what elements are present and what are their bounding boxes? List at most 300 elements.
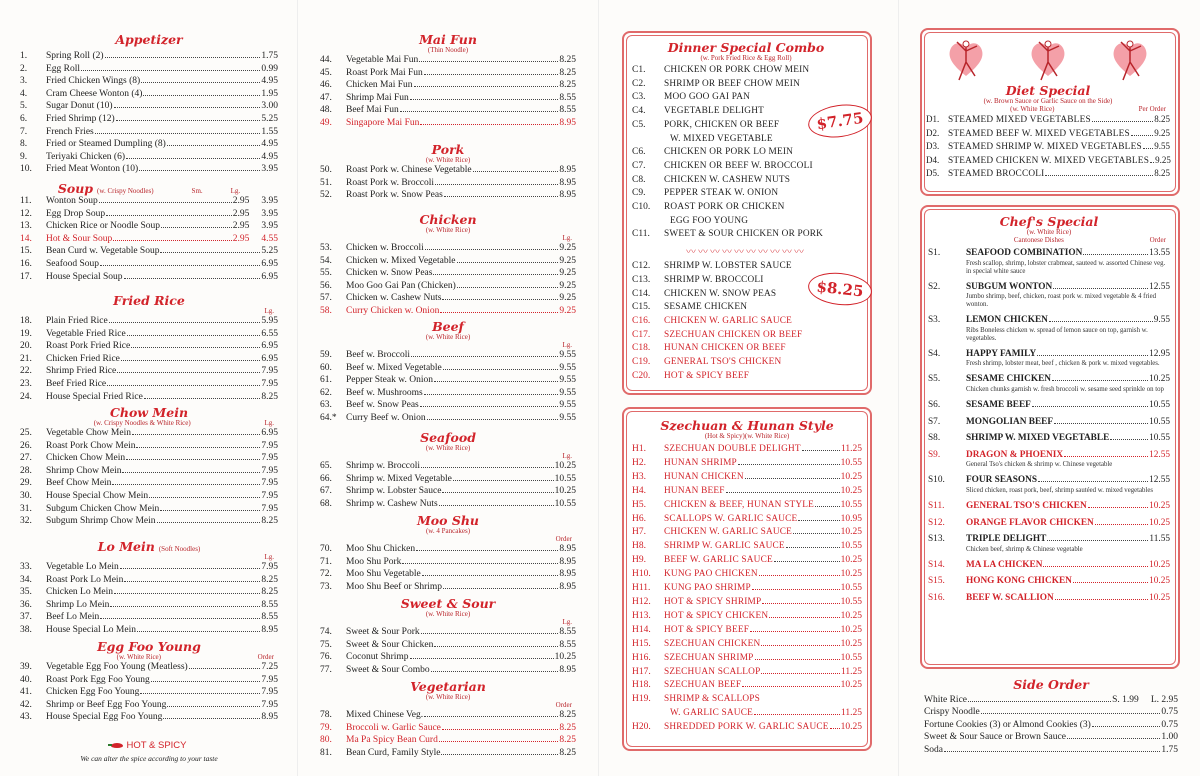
item-price: 8.95	[559, 165, 576, 175]
menu-item	[928, 432, 1170, 445]
price-small: 2.95	[232, 196, 250, 206]
item-price: 8.55	[559, 627, 576, 637]
item-description: Jumbo shrimp, beef, chicken, roast pork w. mixed vegetable & 4 fried wonton.	[966, 293, 1157, 309]
item-price: 8.95	[559, 544, 576, 554]
dot-leader	[427, 419, 559, 420]
item-price: 7.95	[261, 562, 278, 572]
item-number: C12.	[632, 261, 651, 272]
item-name: Roast Pork Mai Fun	[346, 67, 423, 78]
item-price: 7.95	[261, 465, 278, 476]
dot-leader	[100, 265, 260, 266]
item-name: Chicken Mai Fun	[346, 80, 413, 91]
item-price: 6.95	[261, 428, 278, 438]
dot-leader	[798, 520, 839, 521]
section-subtitle: (w. Pork Fried Rice & Egg Roll)	[700, 54, 792, 62]
item-name: MONGOLIAN BEEF	[966, 416, 1054, 427]
dot-leader	[107, 385, 260, 386]
dot-leader	[1032, 406, 1148, 407]
item-name: Beef Lo Mein	[46, 612, 100, 623]
menu-item	[320, 747, 576, 760]
menu-item	[320, 722, 576, 735]
item-name: SHRIMP W. MIXED VEGETABLE	[966, 433, 1110, 444]
size-header: Per Order	[1138, 105, 1166, 113]
item-number: 2.	[20, 63, 28, 74]
menu-item	[632, 64, 860, 78]
item-number: 27.	[20, 453, 32, 464]
menu-item	[320, 54, 576, 67]
menu-item	[928, 592, 1170, 605]
item-number: C15.	[632, 302, 651, 313]
item-price: 10.25	[1149, 576, 1170, 587]
dot-leader	[81, 70, 260, 71]
item-number: C5.	[632, 119, 646, 130]
dot-leader	[139, 170, 260, 171]
price-large: 3.95	[261, 221, 278, 232]
item-number: S15.	[928, 576, 945, 587]
dot-leader	[1052, 380, 1148, 381]
dot-leader	[802, 450, 840, 451]
item-price: 9.55	[559, 412, 576, 423]
item-price: 8.95	[559, 556, 576, 567]
item-name: Moo Shu Chicken	[346, 544, 416, 554]
menu-item	[20, 490, 278, 503]
size-header: Lg.	[562, 452, 572, 460]
dinner-special-box	[622, 31, 872, 395]
menu-item	[20, 208, 278, 221]
item-number: D3.	[926, 141, 940, 152]
item-name: Vegetable Chow Mein	[46, 428, 131, 438]
menu-item	[320, 473, 576, 486]
dot-leader	[1054, 423, 1148, 424]
menu-item	[926, 140, 1170, 154]
dot-leader	[144, 398, 261, 399]
size-header: Order	[555, 535, 572, 543]
item-price: 8.55	[261, 612, 278, 623]
menu-item	[20, 353, 278, 366]
item-name: House Special Soup	[46, 271, 123, 282]
item-price: 10.55	[840, 541, 862, 552]
dot-leader	[157, 522, 261, 523]
item-name: Shrimp Lo Mein	[46, 599, 110, 610]
item-number: S7.	[928, 416, 941, 427]
item-list	[632, 443, 862, 735]
dot-leader	[124, 581, 260, 582]
dot-leader	[414, 86, 559, 87]
menu-item	[20, 100, 278, 113]
menu-item	[320, 92, 576, 105]
item-list	[320, 164, 576, 202]
menu-item	[926, 167, 1170, 181]
item-price: 10.55	[554, 498, 576, 509]
item-name: Vegetable Lo Mein	[46, 562, 119, 572]
item-description: Fresh shrimp, lobster meat, beef , chicken & pork w. mixed vegetables.	[966, 360, 1160, 368]
menu-item	[320, 305, 576, 318]
menu-item	[632, 499, 862, 513]
dot-leader	[400, 111, 559, 112]
item-name: Chicken Rice or Noodle Soup	[46, 221, 160, 232]
size-header: Order	[555, 701, 572, 709]
dot-leader	[117, 372, 260, 373]
item-number: C7.	[632, 160, 646, 171]
section-title: Fried Rice	[113, 293, 185, 308]
item-price: 10.25	[840, 722, 862, 733]
item-price: 5.25	[261, 246, 278, 257]
item-list	[320, 54, 576, 130]
menu-item	[924, 731, 1178, 743]
item-number: D1.	[926, 114, 940, 124]
menu-item	[20, 699, 278, 712]
item-name: Crispy Noodle	[924, 707, 980, 718]
dancer-heart-icon	[945, 36, 987, 84]
item-number: H8.	[632, 541, 646, 552]
dot-leader	[1092, 121, 1153, 122]
item-number: C4.	[632, 106, 646, 117]
dot-leader	[435, 184, 558, 185]
item-number: 44.	[320, 55, 332, 65]
item-name: HOT & SPICY BEEF	[664, 370, 750, 381]
dot-leader	[100, 618, 260, 619]
section-side-order	[924, 678, 1178, 756]
item-price: 3.00	[261, 101, 278, 112]
item-name: STEAMED BEEF W. MIXED VEGETABLES	[948, 128, 1130, 139]
chef-item	[928, 517, 1170, 530]
item-price: 10.25	[840, 638, 862, 649]
item-price: 1.95	[261, 88, 278, 99]
item-number: S5.	[928, 374, 941, 385]
item-description: Chicken chunks garnish w. fresh broccoli w. sesame seed sprinkle on top	[966, 385, 1164, 393]
item-name: SESAME CHICKEN	[664, 302, 748, 313]
menu-item	[632, 568, 862, 582]
menu-item	[320, 117, 576, 130]
item-number: H11.	[632, 583, 651, 594]
dot-leader	[441, 754, 558, 755]
item-number: C17.	[632, 329, 651, 340]
item-price: 8.25	[559, 80, 576, 91]
menu-item	[632, 554, 862, 568]
dot-leader	[131, 347, 260, 348]
menu-item	[924, 719, 1178, 731]
item-name: FOUR SEASONS	[966, 475, 1038, 486]
item-price: 11.25	[840, 708, 862, 719]
menu-item	[20, 126, 278, 139]
size-header-small: Sm.	[191, 187, 203, 195]
section-pork	[320, 143, 576, 202]
size-header: Order	[257, 653, 274, 661]
item-number: C20.	[632, 370, 651, 381]
item-price: 9.55	[559, 350, 576, 360]
item-name: CHICKEN OR PORK LO MEIN	[664, 147, 794, 158]
menu-item	[632, 652, 862, 666]
item-number: S8.	[928, 433, 941, 444]
price-small: 2.95	[232, 221, 250, 232]
item-name: Bean Curd, Family Style	[346, 747, 441, 758]
item-number: 14.	[20, 233, 32, 244]
item-name: TRIPLE DELIGHT	[966, 534, 1047, 545]
item-number: 22.	[20, 366, 32, 377]
item-price: 10.55	[840, 457, 862, 468]
item-price: 8.25	[261, 587, 278, 598]
item-number: 42.	[20, 699, 32, 710]
item-number: 29.	[20, 478, 32, 489]
item-number: H17.	[632, 666, 651, 677]
price-badge-825: $8.25	[807, 270, 874, 309]
dot-leader	[473, 171, 559, 172]
dot-leader	[106, 215, 232, 216]
item-number: 11.	[20, 196, 32, 206]
item-name: Moo Goo Gai Pan (Chicken)	[346, 280, 456, 291]
section-title: Sweet & Sour	[400, 596, 496, 611]
item-price: 7.95	[261, 687, 278, 698]
item-price: 11.55	[1149, 534, 1170, 545]
dot-leader	[149, 497, 260, 498]
item-number: 71.	[320, 556, 332, 567]
menu-item	[632, 638, 862, 652]
item-price: 8.25	[559, 747, 576, 758]
item-name: Sugar Donut (10)	[46, 101, 113, 112]
item-number: 19.	[20, 328, 32, 339]
item-list	[20, 661, 278, 724]
menu-item	[632, 707, 862, 721]
item-name: HUNAN SHRIMP	[664, 457, 737, 468]
item-name: HOT & SPICY CHICKEN	[664, 610, 769, 621]
item-price: 7.95	[261, 490, 278, 501]
item-price: 7.25	[261, 662, 278, 672]
item-list	[20, 315, 278, 403]
item-number: H19.	[632, 694, 651, 705]
item-name: ORANGE FLAVOR CHICKEN	[966, 517, 1094, 528]
item-name: SZECHUAN CHICKEN	[664, 638, 761, 649]
item-price: 10.55	[840, 596, 862, 607]
section-subtitle: (Thin Noodle)	[427, 46, 469, 54]
chef-item	[928, 449, 1170, 470]
item-number: 13.	[20, 221, 32, 232]
menu-item	[20, 624, 278, 637]
dot-leader	[755, 659, 840, 660]
item-number: C14.	[632, 288, 651, 299]
item-number: 43.	[20, 712, 32, 723]
section-title: Lo Mein	[97, 539, 155, 554]
item-name: SUBGUM WONTON	[966, 281, 1053, 292]
menu-item	[632, 187, 860, 201]
menu-item	[632, 679, 862, 693]
section-vegetarian	[320, 680, 576, 759]
item-name: DRAGON & PHOENIX	[966, 449, 1064, 460]
item-price: 9.25	[559, 305, 576, 316]
dot-leader	[114, 107, 261, 108]
dot-leader	[1064, 456, 1148, 457]
item-number: 57.	[320, 293, 332, 304]
item-description: Fresh scallop, shrimp, lobster crabmeat, sauteed w. assorted Chinese veg. in special white sauce	[966, 259, 1166, 275]
item-name: HUNAN BEEF	[664, 485, 725, 496]
item-name: House Special Chow Mein	[46, 490, 149, 501]
item-number: S3.	[928, 315, 941, 326]
item-price: 10.55	[840, 652, 862, 663]
item-price: 6.95	[261, 271, 278, 282]
menu-item	[924, 744, 1178, 756]
item-name: House Special Fried Rice	[46, 391, 143, 402]
item-name: HUNAN CHICKEN OR BEEF	[664, 343, 786, 354]
menu-item	[320, 460, 576, 473]
item-number: 53.	[320, 243, 332, 253]
item-name: Fried Shrimp (12)	[46, 113, 115, 124]
dot-leader	[124, 278, 261, 279]
item-name: HUNAN CHICKEN	[664, 471, 744, 482]
dot-leader	[416, 550, 558, 551]
dot-leader	[726, 492, 840, 493]
menu-item	[20, 378, 278, 391]
dot-leader	[126, 459, 260, 460]
dot-leader	[457, 262, 559, 263]
dot-leader	[136, 447, 260, 448]
section-egg-foo-young	[20, 640, 278, 724]
section-subtitle: (Soft Noodles)	[158, 545, 201, 553]
chef-item	[928, 348, 1170, 369]
dot-leader	[752, 589, 840, 590]
section-subtitle: (w. White Rice)	[425, 333, 471, 341]
item-name: SZECHUAN SCALLOP	[664, 666, 761, 677]
menu-item	[20, 611, 278, 624]
dot-leader	[105, 57, 261, 58]
item-name: Vegetable Fried Rice	[46, 328, 126, 339]
item-price: 8.55	[559, 639, 576, 650]
section-subtitle: (Hot & Spicy)(w. White Rice)	[704, 432, 790, 440]
item-price: 10.25	[840, 527, 862, 538]
item-number: 38.	[20, 624, 32, 635]
item-description: General Tso's chicken & shrimp w. Chinese vegetable	[966, 461, 1113, 469]
item-price: 10.25	[554, 486, 576, 497]
dot-leader	[161, 227, 232, 228]
section-title: Chef's Special	[999, 214, 1099, 229]
dot-leader	[1083, 254, 1148, 255]
item-name: STEAMED SHRIMP W. MIXED VEGETABLES	[948, 142, 1142, 153]
chef-item	[928, 247, 1170, 276]
menu-item	[924, 694, 1178, 706]
item-number: 76.	[320, 652, 332, 663]
item-number: H16.	[632, 652, 651, 663]
section-subtitle: (w. Brown Sauce or Garlic Sauce on the Side)	[983, 97, 1113, 105]
item-name: SCALLOPS W. GARLIC SAUCE	[664, 513, 798, 524]
item-price: 9.25	[1155, 154, 1171, 165]
dot-leader	[127, 335, 261, 336]
item-number: 77.	[320, 664, 332, 675]
dot-leader	[163, 718, 260, 719]
dot-leader	[434, 381, 558, 382]
item-name: Singapore Mai Fun	[346, 117, 420, 128]
item-price: 7.95	[261, 699, 278, 710]
dot-leader	[1131, 135, 1153, 136]
menu-item	[20, 711, 278, 724]
spice-tagline: We can alter the spice according to your taste	[80, 754, 218, 763]
chef-item	[928, 575, 1170, 588]
item-name: Beef w. Mushrooms	[346, 387, 423, 398]
item-number: 24.	[20, 391, 32, 402]
menu-item	[632, 160, 860, 174]
item-name: Coconut Shrimp	[346, 652, 409, 663]
section-soup	[20, 182, 278, 283]
item-name: Roast Pork w. Chinese Vegetable	[346, 165, 472, 175]
item-price: 9.25	[559, 293, 576, 304]
fold-line-2	[598, 0, 599, 776]
section-title: Diet Special	[1005, 83, 1091, 98]
item-number: 8.	[20, 139, 28, 150]
item-name: Subgum Chicken Chow Mein	[46, 503, 160, 514]
item-name: Moo Shu Pork	[346, 556, 402, 567]
menu-item	[320, 164, 576, 177]
item-number: 55.	[320, 268, 332, 279]
item-price: 7.95	[261, 453, 278, 464]
item-number: 20.	[20, 341, 32, 352]
dot-leader	[425, 249, 559, 250]
item-name: Spring Roll (2)	[46, 51, 104, 61]
item-number: 15.	[20, 246, 32, 257]
menu-item	[632, 215, 860, 229]
dot-leader	[1038, 481, 1148, 482]
hot-spicy-legend	[20, 740, 278, 763]
dot-leader	[442, 729, 559, 730]
dot-leader	[1088, 507, 1148, 508]
item-number: 1.	[20, 51, 28, 61]
menu-item	[20, 113, 278, 126]
item-number: 40.	[20, 674, 32, 685]
item-list	[20, 561, 278, 637]
item-price: 10.25	[840, 624, 862, 635]
item-price: 10.25	[1149, 592, 1170, 603]
item-price: 10.25	[840, 680, 862, 691]
item-name: Bean Curd w. Vegetable Soup	[46, 246, 160, 257]
dot-leader	[786, 547, 840, 548]
dot-leader	[944, 751, 1160, 752]
section-seafood	[320, 431, 576, 510]
item-name: SZECHUAN BEEF	[664, 680, 742, 691]
item-name: STEAMED MIXED VEGETABLES	[948, 115, 1091, 125]
item-price: 10.55	[1149, 433, 1170, 444]
section-subtitle: (w. Crispy Noodles & White Rice)	[93, 419, 191, 427]
item-name: PORK, CHICKEN OR BEEF	[664, 119, 780, 130]
item-number: 56.	[320, 280, 332, 291]
dot-leader	[1110, 439, 1148, 440]
item-number: H4.	[632, 485, 646, 496]
item-number: S4.	[928, 348, 941, 359]
item-number: 7.	[20, 126, 28, 137]
diet-special-box	[920, 28, 1180, 196]
menu-item	[20, 163, 278, 176]
item-name: House Special Egg Foo Young	[46, 712, 163, 723]
item-list	[928, 247, 1170, 605]
item-number: H12.	[632, 596, 651, 607]
dot-leader	[132, 434, 260, 435]
item-price: 9.25	[559, 255, 576, 266]
item-number: D4.	[926, 154, 940, 165]
section-subtitle: (w. White Rice)	[1026, 228, 1072, 236]
section-subtitle: (w. White Rice)	[425, 610, 471, 618]
item-number: 45.	[320, 67, 332, 78]
item-name: Chicken Fried Rice	[46, 353, 120, 364]
item-price: 10.95	[840, 513, 862, 524]
item-name: HOT & SPICY BEEF	[664, 624, 750, 635]
item-name: Sweet & Sour Chicken	[346, 639, 434, 650]
item-price: 0.75	[1161, 719, 1178, 730]
menu-item	[632, 91, 860, 105]
item-price: 4.95	[261, 151, 278, 162]
item-price: 11.25	[840, 666, 862, 677]
menu-item	[632, 582, 862, 596]
chef-item	[928, 533, 1170, 554]
item-number: C10.	[632, 202, 651, 213]
section-title: Dinner Special Combo	[667, 40, 825, 55]
dot-leader	[167, 706, 260, 707]
item-name: Shrimp Fried Rice	[46, 366, 117, 377]
item-price: 4.95	[261, 76, 278, 87]
